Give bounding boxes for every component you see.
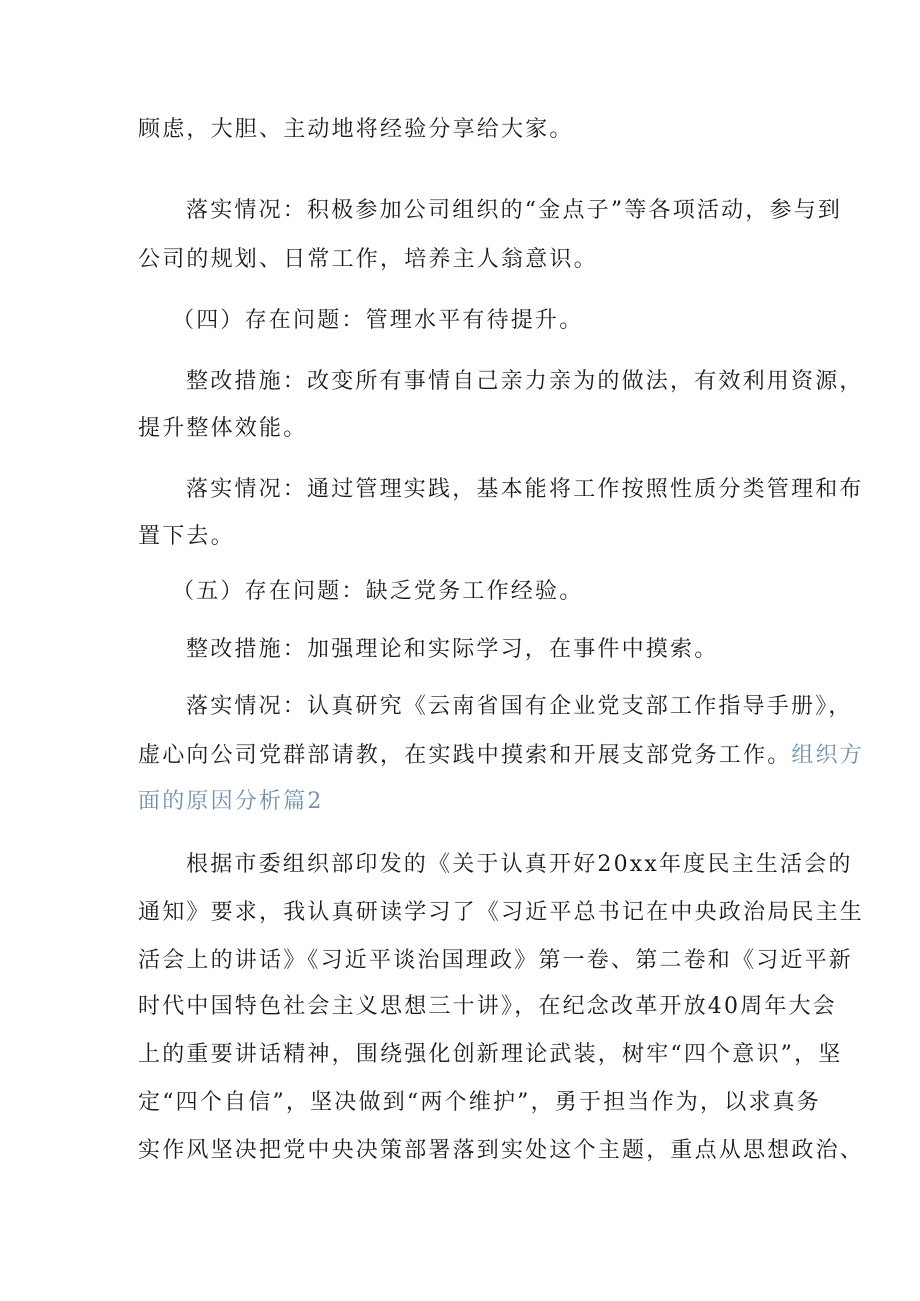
paragraph-line: 实作风坚决把党中央决策部署落到实处这个主题，重点从思想政治、: [138, 1138, 865, 1163]
paragraph-line: 通知》要求，我认真研读学习了《习近平总书记在中央政治局民主生: [138, 900, 865, 925]
paragraph-line: 置下去。: [138, 524, 235, 549]
section-heading: （五）存在问题：缺乏党务工作经验。: [172, 579, 584, 604]
article-link[interactable]: 组织方: [791, 743, 865, 768]
paragraph-text: 虚心向公司党群部请教，在实践中摸索和开展支部党务工作。: [138, 743, 792, 768]
paragraph-line: 整改措施：改变所有事情自己亲力亲为的做法，有效利用资源，: [186, 369, 864, 394]
paragraph-line: 活会上的讲话》《习近平谈治国理政》第一卷、第二卷和《习近平新: [138, 948, 854, 973]
paragraph-line: 定“四个自信”，坚决做到“两个维护”，勇于担当作为，以求真务: [138, 1090, 821, 1115]
paragraph-line: 上的重要讲话精神，围绕强化创新理论武装，树牢“四个意识”，坚: [138, 1042, 843, 1067]
paragraph-line: 提升整体效能。: [138, 416, 308, 441]
article-link[interactable]: 面的原因分析篇2: [138, 789, 324, 814]
paragraph-line: [138, 741, 864, 771]
paragraph-line: 落实情况：认真研究《云南省国有企业党支部工作指导手册》，: [186, 694, 853, 719]
paragraph-line: 落实情况：积极参加公司组织的“金点子”等各项活动，参与到: [186, 198, 843, 223]
paragraph-line: 顾虑，大胆、主动地将经验分享给大家。: [138, 117, 574, 142]
section-heading: （四）存在问题：管理水平有待提升。: [172, 308, 584, 333]
paragraph-line: 公司的规划、日常工作，培养主人翁意识。: [138, 247, 598, 272]
paragraph-line: 落实情况：通过管理实践，基本能将工作按照性质分类管理和布: [186, 477, 864, 502]
paragraph-line: 根据市委组织部印发的《关于认真开好20xx年度民主生活会的: [186, 852, 853, 877]
paragraph-line: 整改措施：加强理论和实际学习，在事件中摸索。: [186, 637, 719, 662]
paragraph-line: 时代中国特色社会主义思想三十讲》，在纪念改革开放40周年大会: [138, 994, 837, 1019]
